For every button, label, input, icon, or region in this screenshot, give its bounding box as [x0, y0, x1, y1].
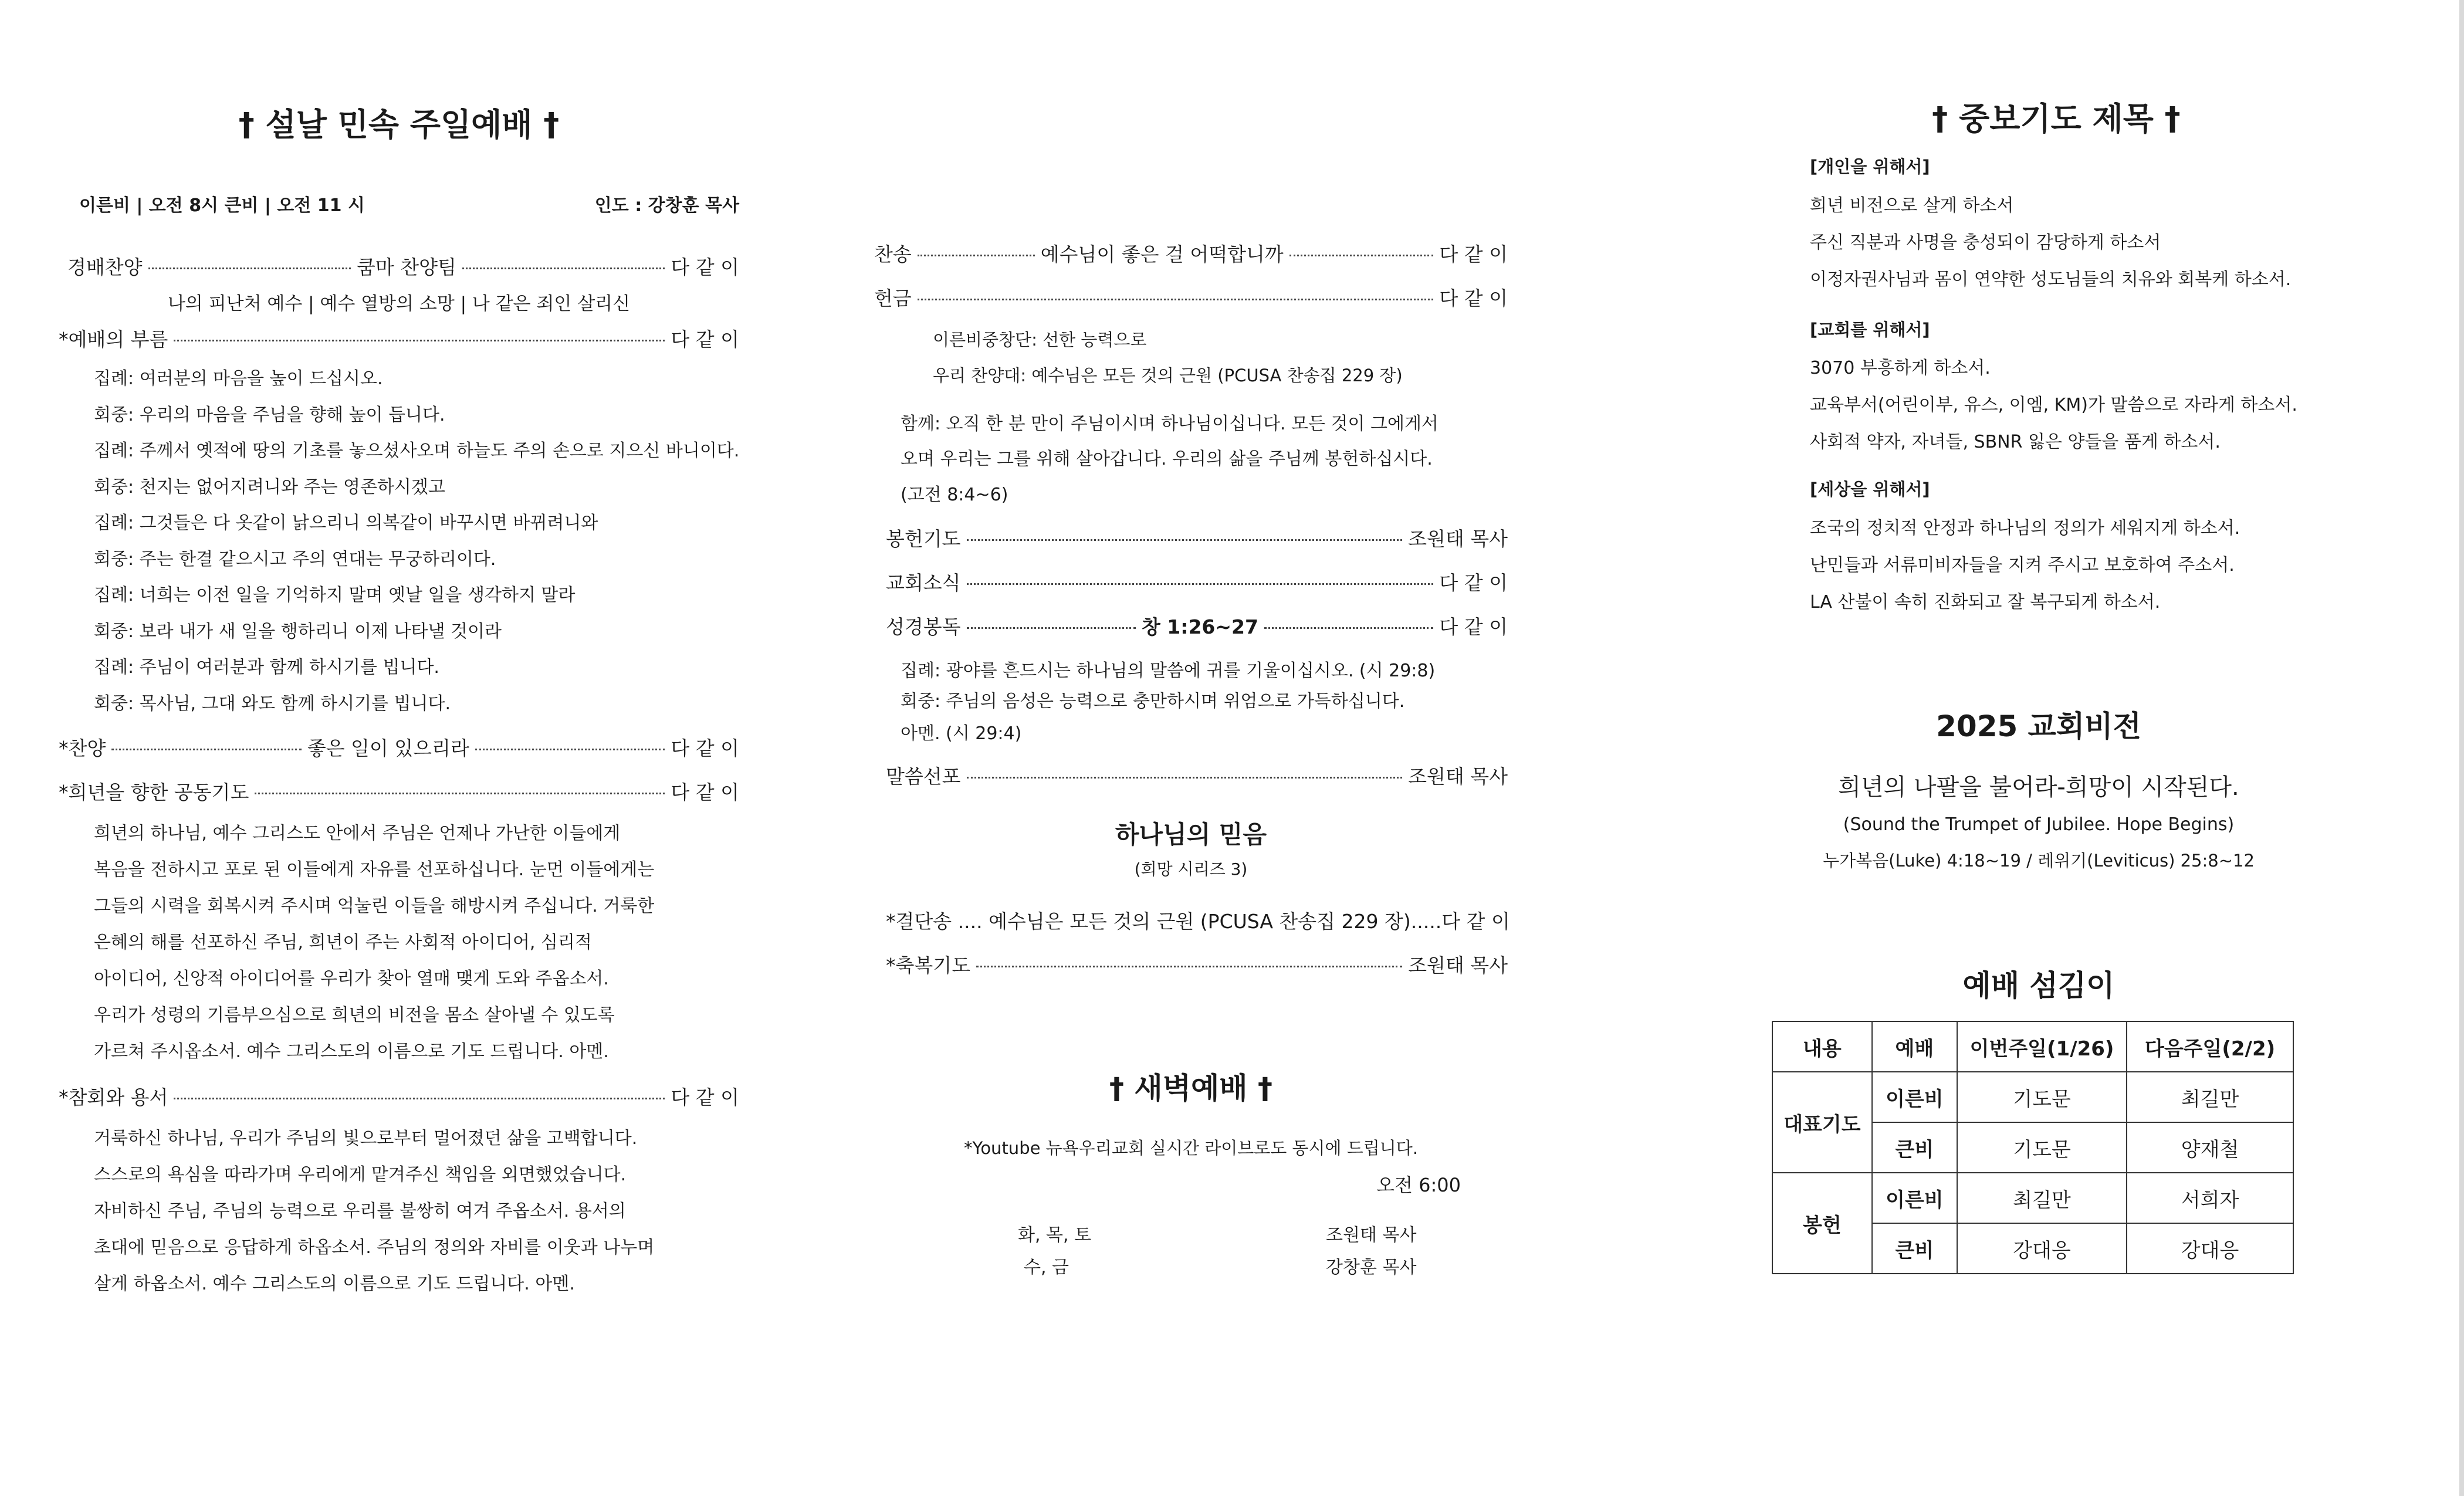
- order-sermon: [874, 761, 1508, 789]
- order-label: 봉헌기도: [886, 527, 961, 550]
- confession-line: 살게 하옵소서. 예수 그리스도의 이름으로 기도 드립니다. 아멘.: [94, 1274, 575, 1294]
- section-heading: [교회를 위해서]: [1810, 320, 1930, 340]
- scan-edge: [2459, 0, 2464, 1496]
- reading-line: 회중: 주님의 음성은 능력으로 충만하시며 위엄으로 가득하십니다.: [901, 691, 1405, 712]
- prayer-item: 사회적 약자, 자녀들, SBNR 잃은 양들을 품게 하소서.: [1810, 432, 2221, 452]
- leader-dots: [976, 966, 1402, 967]
- order-dedication-prayer: [874, 524, 1508, 551]
- this-week-cell: 기도문: [1957, 1072, 2127, 1122]
- leader-dots: [1289, 255, 1434, 256]
- order-benediction: [874, 950, 1508, 978]
- prayer-item: 이정자권사님과 몸이 연약한 성도님들의 치유와 회복케 하소서.: [1810, 269, 2292, 290]
- leader-text: 인도 : 강창훈 목사: [594, 195, 739, 216]
- order-scripture-reading: [874, 612, 1508, 639]
- order-label: *희년을 향한 공동기도: [59, 781, 249, 804]
- service-cell: 이른비: [1872, 1072, 1957, 1122]
- leader-dots: [1264, 627, 1433, 629]
- this-week-cell: 최길만: [1957, 1173, 2127, 1223]
- dawn-pastor: 조원태 목사: [1326, 1225, 1417, 1245]
- order-praise: [874, 239, 1508, 267]
- order-label: 찬송: [874, 243, 912, 266]
- vision-title: 2025 교회비전: [1936, 709, 2141, 743]
- call-line: 집례: 여러분의 마음을 높이 드십시오.: [94, 368, 383, 389]
- confession-line: 자비하신 주님, 주님의 능력으로 우리를 불쌍히 여겨 주옵소서. 용서의: [94, 1201, 626, 1221]
- table-row: [1772, 1072, 2293, 1122]
- order-confession: [59, 1082, 739, 1110]
- group-name: 봉헌: [1772, 1173, 1872, 1274]
- section-heading: [세상을 위해서]: [1810, 479, 1930, 499]
- service-cell: 큰비: [1872, 1223, 1957, 1274]
- intercession-title: † 중보기도 제목 †: [1932, 100, 2181, 137]
- confession-line: 스스로의 욕심을 따라가며 우리에게 맡겨주신 책임을 외면했었습니다.: [94, 1165, 627, 1185]
- together-line: (고전 8:4~6): [901, 485, 1008, 505]
- order-label: *축복기도: [886, 954, 971, 977]
- leader-dots: [475, 749, 665, 750]
- order-label: 성경봉독: [886, 615, 961, 638]
- order-leader: 조원태 목사: [1408, 954, 1508, 977]
- prayer-line: 아이디어, 신앙적 아이디어를 우리가 찾아 열매 맺게 도와 주옵소서.: [94, 969, 609, 989]
- leader-dots: [148, 268, 351, 269]
- servers-title: 예배 섬김이: [1962, 969, 2115, 1003]
- order-detail: 창 1:26~27: [1141, 615, 1258, 638]
- confession-line: 거룩하신 하나님, 우리가 주님의 빛으로부터 멀어졌던 삶을 고백합니다.: [94, 1128, 638, 1149]
- table-header-row: [1772, 1021, 2293, 1072]
- table-header: 다음주일(2/2): [2127, 1021, 2293, 1072]
- prayer-line: 우리가 성령의 기름부으심으로 희년의 비전을 몸소 살아낼 수 있도록: [94, 1005, 615, 1025]
- order-call-to-worship: [59, 324, 739, 352]
- order-opening-hymn: [59, 252, 739, 280]
- order-leader: 다 같 이: [671, 1086, 739, 1109]
- dawn-worship-title: † 새벽예배 †: [1109, 1071, 1272, 1105]
- table-header: 내용: [1772, 1021, 1872, 1072]
- prayer-item: 조국의 정치적 안정과 하나님의 정의가 세워지게 하소서.: [1810, 518, 2240, 539]
- dawn-days: 수, 금: [1024, 1257, 1069, 1278]
- leader-dots: [918, 299, 1434, 300]
- offering-line: 이른비중창단: 선한 능력으로: [933, 330, 1147, 350]
- prayer-item: 희년 비전으로 살게 하소서: [1810, 195, 2014, 216]
- order-label: *찬양: [59, 737, 106, 760]
- this-week-cell: 기도문: [1957, 1122, 2127, 1173]
- order-leader: 조원태 목사: [1408, 765, 1508, 788]
- vision-references: 누가복음(Luke) 4:18~19 / 레위기(Leviticus) 25:8~12: [1823, 851, 2255, 871]
- order-detail: 좋은 일이 있으리라: [307, 737, 469, 760]
- prayer-line: 가르쳐 주시옵소서. 예수 그리스도의 이름으로 기도 드립니다. 아멘.: [94, 1041, 609, 1062]
- order-hymn: [59, 733, 739, 761]
- call-line: 집례: 그것들은 다 옷같이 낡으리니 의복같이 바꾸시면 바뀌려니와: [94, 513, 598, 533]
- next-week-cell: 강대응: [2127, 1223, 2293, 1274]
- sermon-title: 하나님의 믿음: [1115, 820, 1267, 849]
- call-line: 회중: 주는 한결 같으시고 주의 연대는 무궁하리이다.: [94, 549, 496, 570]
- order-leader: 다 같 이: [671, 781, 739, 804]
- prayer-line: 그들의 시력을 회복시켜 주시며 억눌린 이들을 해방시켜 주십니다. 거룩한: [94, 896, 655, 916]
- call-line: 집례: 주님이 여러분과 함께 하시기를 빕니다.: [94, 657, 439, 678]
- order-leader: 다 같 이: [1439, 615, 1508, 638]
- order-closing-hymn: [874, 906, 1508, 934]
- prayer-item: 난민들과 서류미비자들을 지켜 주시고 보호하여 주소서.: [1810, 555, 2235, 576]
- section-heading: [개인을 위해서]: [1810, 157, 1930, 177]
- leader-dots: [174, 340, 665, 341]
- prayer-item: 3070 부흥하게 하소서.: [1810, 358, 1991, 378]
- prayer-line: 복음을 전하시고 포로 된 이들에게 자유를 선포하십니다. 눈먼 이들에게는: [94, 859, 655, 880]
- order-detail: 쿰마 찬양팀: [357, 256, 456, 279]
- table-header: 이번주일(1/26): [1957, 1021, 2127, 1072]
- order-label: 경배찬양: [67, 256, 143, 279]
- leader-dots: [111, 749, 302, 750]
- order-leader: 다 같 이: [671, 737, 739, 760]
- leader-dots: [255, 793, 665, 794]
- next-week-cell: 최길만: [2127, 1072, 2293, 1122]
- order-leader: 다 같 이: [1439, 243, 1508, 266]
- together-line: 함께: 오직 한 분 만이 주님이시며 하나님이십니다. 모든 것이 그에게서: [901, 414, 1439, 434]
- sermon-series: (희망 시리즈 3): [1134, 859, 1248, 879]
- reading-line: 아멘. (시 29:4): [901, 723, 1022, 744]
- prayer-item: 교육부서(어린이부, 유스, 이엠, KM)가 말씀으로 자라게 하소서.: [1810, 395, 2297, 415]
- order-detail: 예수님이 좋은 걸 어떡합니까: [1040, 243, 1284, 266]
- order-leader: 다 같 이: [1439, 287, 1508, 310]
- group-name: 대표기도: [1772, 1072, 1872, 1173]
- dawn-note: *Youtube 뉴욕우리교회 실시간 라이브로도 동시에 드립니다.: [963, 1138, 1419, 1158]
- call-line: 회중: 우리의 마음을 주님을 향해 높이 듭니다.: [94, 405, 445, 425]
- offering-line: 우리 찬양대: 예수님은 모든 것의 근원 (PCUSA 찬송집 229 장): [933, 365, 1403, 385]
- order-label: 교회소식: [886, 571, 961, 594]
- order-label: *참회와 용서: [59, 1086, 168, 1109]
- order-leader: 다 같 이: [671, 328, 739, 351]
- leader-dots: [174, 1098, 665, 1099]
- order-leader: 다 같 이: [1439, 571, 1508, 594]
- service-times-text: 이른비 | 오전 8시 큰비 | 오전 11 시: [79, 195, 365, 216]
- order-label: 헌금: [874, 287, 912, 310]
- call-line: 집례: 주께서 옛적에 땅의 기초를 놓으셨사오며 하늘도 주의 손으로 지으신 바니이다.: [94, 441, 740, 461]
- order-label: 말씀선포: [886, 765, 961, 788]
- table-header: 예배: [1872, 1021, 1957, 1072]
- order-church-news: [874, 568, 1508, 595]
- leader-dots: [967, 539, 1403, 541]
- call-line: 회중: 보라 내가 새 일을 행하리니 이제 나타낼 것이라: [94, 621, 502, 642]
- leader-dots: [462, 268, 665, 269]
- order-jubilee-prayer: [59, 777, 739, 805]
- order-label: *예배의 부름: [59, 328, 168, 351]
- order-label: *결단송 .... 예수님은 모든 것의 근원 (PCUSA 찬송집 229 장).....: [886, 910, 1442, 933]
- call-line: 집례: 너희는 이전 일을 기억하지 말며 옛날 일을 생각하지 말라: [94, 585, 576, 605]
- opening-songs: 나의 피난처 예수 | 예수 열방의 소망 | 나 같은 죄인 살리신: [167, 293, 631, 314]
- worship-title: † 설날 민속 주일예배 †: [238, 106, 560, 143]
- order-offering: [874, 283, 1508, 311]
- call-line: 회중: 목사님, 그대 와도 함께 하시기를 빕니다.: [94, 693, 451, 714]
- prayer-item: 주신 직분과 사명을 충성되이 감당하게 하소서: [1810, 232, 2161, 253]
- together-line: 오며 우리는 그를 위해 살아갑니다. 우리의 삶을 주님께 봉헌하십시다.: [901, 449, 1433, 469]
- leader-dots: [967, 627, 1136, 629]
- leader-dots: [967, 777, 1403, 779]
- next-week-cell: 양재철: [2127, 1122, 2293, 1173]
- leader-dots: [967, 583, 1434, 585]
- this-week-cell: 강대응: [1957, 1223, 2127, 1274]
- service-times: [59, 191, 739, 216]
- reading-line: 집례: 광야를 흔드시는 하나님의 말씀에 귀를 기울이십시오. (시 29:8): [901, 661, 1436, 681]
- dawn-time: 오전 6:00: [1376, 1174, 1461, 1196]
- table-row: [1772, 1173, 2293, 1223]
- leader-dots: [918, 255, 1035, 256]
- prayer-line: 희년의 하나님, 예수 그리스도 안에서 주님은 언제나 가난한 이들에게: [94, 823, 621, 844]
- order-leader: 다 같 이: [671, 256, 739, 279]
- vision-english: (Sound the Trumpet of Jubilee. Hope Begins): [1843, 814, 2235, 835]
- prayer-line: 은혜의 해를 선포하신 주님, 희년이 주는 사회적 아이디어, 심리적: [94, 932, 592, 953]
- dawn-pastor: 강창훈 목사: [1326, 1257, 1417, 1278]
- service-cell: 큰비: [1872, 1122, 1957, 1173]
- service-cell: 이른비: [1872, 1173, 1957, 1223]
- prayer-item: LA 산불이 속히 진화되고 잘 복구되게 하소서.: [1810, 592, 2161, 612]
- servers-table: [1772, 1021, 2294, 1274]
- order-leader: 조원태 목사: [1408, 527, 1508, 550]
- vision-motto: 희년의 나팔을 불어라-희망이 시작된다.: [1838, 774, 2239, 801]
- order-leader: 다 같 이: [1441, 910, 1510, 933]
- confession-line: 초대에 믿음으로 응답하게 하옵소서. 주님의 정의와 자비를 이웃과 나누며: [94, 1237, 655, 1258]
- dawn-days: 화, 목, 토: [1018, 1225, 1092, 1245]
- next-week-cell: 서희자: [2127, 1173, 2293, 1223]
- call-line: 회중: 천지는 없어지려니와 주는 영존하시겠고: [94, 477, 445, 497]
